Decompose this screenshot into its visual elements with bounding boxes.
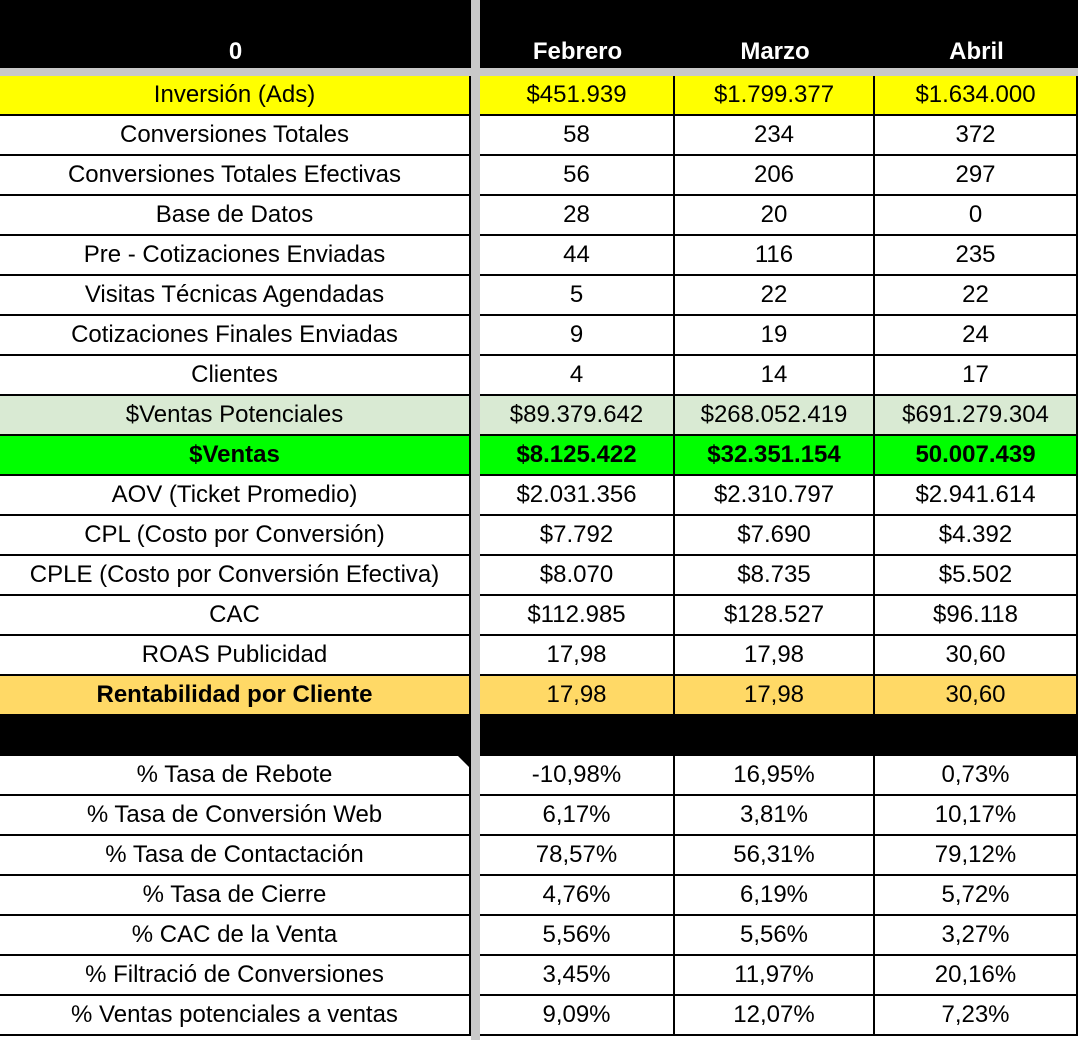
spacer-row xyxy=(0,716,1078,756)
frozen-column-divider[interactable] xyxy=(471,0,480,1040)
row-value[interactable]: 78,57% xyxy=(480,836,675,876)
row-value[interactable]: -10,98% xyxy=(480,756,675,796)
row-value[interactable]: 20,16% xyxy=(875,956,1078,996)
table-row xyxy=(0,996,1078,1036)
row-value[interactable]: $268.052.419 xyxy=(675,396,875,436)
row-value[interactable]: 30,60 xyxy=(875,676,1078,716)
row-label[interactable]: Cotizaciones Finales Enviadas xyxy=(0,316,471,356)
row-value[interactable]: 4,76% xyxy=(480,876,675,916)
table-row xyxy=(0,916,1078,956)
row-value[interactable]: 9,09% xyxy=(480,996,675,1036)
row-value[interactable]: $1.799.377 xyxy=(675,76,875,116)
table-row xyxy=(0,676,1078,716)
row-value[interactable]: $4.392 xyxy=(875,516,1078,556)
row-value[interactable]: 6,19% xyxy=(675,876,875,916)
note-indicator xyxy=(457,755,469,767)
row-value[interactable]: $32.351.154 xyxy=(675,436,875,476)
row-value[interactable]: 5,56% xyxy=(480,916,675,956)
row-value[interactable]: 58 xyxy=(480,116,675,156)
row-value[interactable]: $691.279.304 xyxy=(875,396,1078,436)
row-value[interactable]: 5,72% xyxy=(875,876,1078,916)
row-value[interactable]: 30,60 xyxy=(875,636,1078,676)
row-value[interactable]: 17,98 xyxy=(480,636,675,676)
row-value[interactable]: 206 xyxy=(675,156,875,196)
row-value[interactable]: 79,12% xyxy=(875,836,1078,876)
row-value[interactable]: $2.031.356 xyxy=(480,476,675,516)
row-value[interactable]: 20 xyxy=(675,196,875,236)
row-label[interactable]: Visitas Técnicas Agendadas xyxy=(0,276,471,316)
table-row xyxy=(0,796,1078,836)
table-row xyxy=(0,316,1078,356)
row-value[interactable]: $8.735 xyxy=(675,556,875,596)
row-value[interactable]: 17,98 xyxy=(480,676,675,716)
row-value[interactable]: $7.690 xyxy=(675,516,875,556)
row-value[interactable]: $5.502 xyxy=(875,556,1078,596)
header-cell-abril[interactable]: Abril xyxy=(949,38,1004,65)
row-value[interactable]: 24 xyxy=(875,316,1078,356)
table-row xyxy=(0,196,1078,236)
row-label[interactable]: Inversión (Ads) xyxy=(0,76,471,116)
table-row xyxy=(0,556,1078,596)
spacer-cell[interactable] xyxy=(0,716,471,756)
table-row xyxy=(0,756,1078,796)
row-label[interactable]: Base de Datos xyxy=(0,196,471,236)
row-value[interactable]: 56,31% xyxy=(675,836,875,876)
table-row xyxy=(0,76,1078,116)
row-label[interactable]: % Tasa de Contactación xyxy=(0,836,471,876)
row-value[interactable]: $2.310.797 xyxy=(675,476,875,516)
row-label[interactable]: Conversiones Totales Efectivas xyxy=(0,156,471,196)
row-label[interactable]: % Tasa de Rebote xyxy=(0,756,471,796)
row-value[interactable]: $2.941.614 xyxy=(875,476,1078,516)
row-value[interactable]: 297 xyxy=(875,156,1078,196)
row-value[interactable]: 22 xyxy=(675,276,875,316)
row-label[interactable]: $Ventas xyxy=(0,436,471,476)
table-row xyxy=(0,956,1078,996)
table-row xyxy=(0,116,1078,156)
header-cell-marzo[interactable]: Marzo xyxy=(740,38,810,65)
row-value[interactable]: $451.939 xyxy=(480,76,675,116)
row-label[interactable]: Conversiones Totales xyxy=(0,116,471,156)
row-value[interactable]: 9 xyxy=(480,316,675,356)
row-value[interactable]: 5,56% xyxy=(675,916,875,956)
row-value[interactable]: $8.125.422 xyxy=(480,436,675,476)
row-value[interactable]: 50.007.439 xyxy=(875,436,1078,476)
row-value[interactable]: 44 xyxy=(480,236,675,276)
table-row xyxy=(0,636,1078,676)
row-label[interactable]: CAC xyxy=(0,596,471,636)
row-label[interactable]: CPLE (Costo por Conversión Efectiva) xyxy=(0,556,471,596)
row-label[interactable]: Pre - Cotizaciones Enviadas xyxy=(0,236,471,276)
row-label[interactable]: % Tasa de Conversión Web xyxy=(0,796,471,836)
row-value[interactable]: 28 xyxy=(480,196,675,236)
row-value[interactable]: 10,17% xyxy=(875,796,1078,836)
row-value[interactable]: $89.379.642 xyxy=(480,396,675,436)
row-value[interactable]: 19 xyxy=(675,316,875,356)
row-value[interactable]: $128.527 xyxy=(675,596,875,636)
header-cell-label[interactable]: 0 xyxy=(228,38,243,65)
row-value[interactable]: 11,97% xyxy=(675,956,875,996)
table-row xyxy=(0,156,1078,196)
row-value[interactable]: 12,07% xyxy=(675,996,875,1036)
row-value[interactable]: $112.985 xyxy=(480,596,675,636)
row-value[interactable]: 4 xyxy=(480,356,675,396)
row-value[interactable]: 22 xyxy=(875,276,1078,316)
table-row xyxy=(0,516,1078,556)
row-value[interactable]: 14 xyxy=(675,356,875,396)
row-label[interactable]: Clientes xyxy=(0,356,471,396)
row-value[interactable]: 235 xyxy=(875,236,1078,276)
row-value[interactable]: 234 xyxy=(675,116,875,156)
table-row xyxy=(0,876,1078,916)
spacer-cell[interactable] xyxy=(480,716,675,756)
row-value[interactable]: 3,27% xyxy=(875,916,1078,956)
row-value[interactable]: 56 xyxy=(480,156,675,196)
row-value[interactable]: 16,95% xyxy=(675,756,875,796)
header-cell-febrero[interactable]: Febrero xyxy=(532,38,623,65)
row-value[interactable]: $7.792 xyxy=(480,516,675,556)
row-value[interactable]: 17,98 xyxy=(675,676,875,716)
table-row xyxy=(0,436,1078,476)
row-label[interactable]: % Tasa de Cierre xyxy=(0,876,471,916)
row-label[interactable]: CPL (Costo por Conversión) xyxy=(0,516,471,556)
row-value[interactable]: $96.118 xyxy=(875,596,1078,636)
table-row xyxy=(0,356,1078,396)
row-label[interactable]: % Ventas potenciales a ventas xyxy=(0,996,471,1036)
table-row xyxy=(0,236,1078,276)
row-value[interactable]: 17,98 xyxy=(675,636,875,676)
table-row xyxy=(0,276,1078,316)
row-value[interactable]: 3,81% xyxy=(675,796,875,836)
row-value[interactable]: 116 xyxy=(675,236,875,276)
row-value[interactable]: 6,17% xyxy=(480,796,675,836)
table-row xyxy=(0,596,1078,636)
table-row xyxy=(0,396,1078,436)
row-label[interactable]: $Ventas Potenciales xyxy=(0,396,471,436)
header-row xyxy=(0,0,1078,68)
spacer-cell[interactable] xyxy=(875,716,1078,756)
row-label[interactable]: ROAS Publicidad xyxy=(0,636,471,676)
frozen-row-divider[interactable] xyxy=(0,68,1078,76)
table-row xyxy=(0,836,1078,876)
row-label[interactable]: % Filtració de Conversiones xyxy=(0,956,471,996)
row-value[interactable]: 0,73% xyxy=(875,756,1078,796)
row-value[interactable]: $8.070 xyxy=(480,556,675,596)
row-value[interactable]: 5 xyxy=(480,276,675,316)
row-label[interactable]: Rentabilidad por Cliente xyxy=(0,676,471,716)
table-row xyxy=(0,476,1078,516)
row-value[interactable]: 17 xyxy=(875,356,1078,396)
row-value[interactable]: 7,23% xyxy=(875,996,1078,1036)
row-value[interactable]: 0 xyxy=(875,196,1078,236)
spacer-cell[interactable] xyxy=(675,716,875,756)
row-label[interactable]: % CAC de la Venta xyxy=(0,916,471,956)
row-value[interactable]: 372 xyxy=(875,116,1078,156)
row-label[interactable]: AOV (Ticket Promedio) xyxy=(0,476,471,516)
row-value[interactable]: $1.634.000 xyxy=(875,76,1078,116)
row-value[interactable]: 3,45% xyxy=(480,956,675,996)
